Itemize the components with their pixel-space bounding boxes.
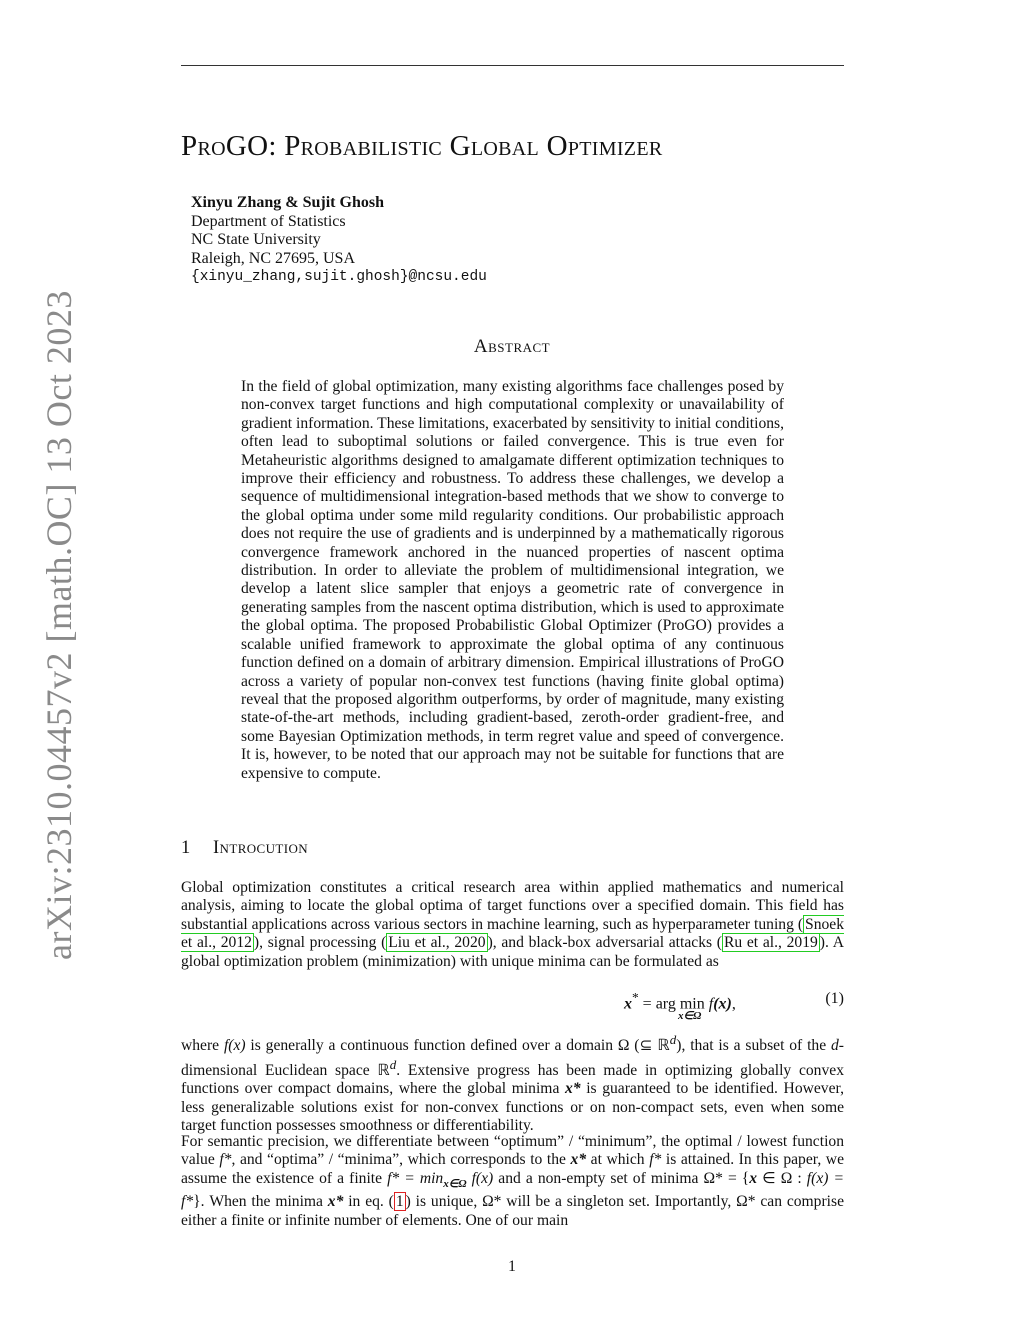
citation-ru-2019[interactable]: Ru et al., 2019 <box>723 934 818 952</box>
abstract-heading: Abstract <box>473 336 551 357</box>
author-names: Xinyu Zhang & Sujit Ghosh <box>191 194 384 211</box>
author-university: NC State University <box>191 231 321 249</box>
author-email: {xinyu_zhang,sujit.ghosh}@ncsu.edu <box>191 269 487 286</box>
author-block <box>191 194 487 287</box>
intro-paragraph-3: For semantic precision, we differentiate between “optimum” / “minimum”, the optimal / lowest function value f*, and “optima” / “minima”, which corresponds to the x* at which f* is attained. In this paper, we assume the existence of a finite $f* = \min_{x\in\Omega} f(x)$ and a non-empty set of minima Ω* = {x ∈ Ω : f(x) = f*}. When the minima x* in eq. ( 1 ) is unique, Ω* will be a singleton set. Importantly, Ω* can comprise either a finite or infinite number of elements. One of our main <box>181 1133 845 1229</box>
citation-snoek-2012[interactable]: Snoek et al., 2012 <box>181 915 844 952</box>
equation-number: (1) <box>825 990 844 1007</box>
paper-title: ProGO: Probabilistic Global Optimizer <box>181 130 663 162</box>
section-heading <box>181 838 308 859</box>
equation-subscript: x∈Ω <box>678 1010 702 1022</box>
section-number: 1 <box>181 838 191 858</box>
abstract-text: In the field of global optimization, many existing algorithms face challenges posed by non-convex target functions and high computational complexity or unavailability of gradient information. These limitations, exacerbated by sensitivity to initial conditions, often lead to suboptimal solutions or failed convergence. This is true even for Metaheuristic algorithms designed to amalgamate different optimization techniques to improve their efficiency and robustness. To address these challenges, we develop a sequence of multidimensional integration-based methods that we show to converge to the global optima under some mild regularity conditions. Our probabilistic approach does not require the use of gradients and is underpinned by a mathematically rigorous convergence framework anchored in the nuanced properties of nascent optima distribution. In order to alleviate the problem of multidimensional integration, we develop a latent slice sampler that enjoys a geometric rate of convergence in generating samples from the nascent optima distribution, which is used to approximate the global optima. The proposed Probabilistic Global Optimizer (ProGO) provides a scalable unified framework to approximate the global optima of any continuous function defined on a domain of arbitrary dimension. Empirical illustrations of ProGO across a variety of popular non-convex test functions (having finite global optima) reveal that the proposed algorithm outperforms, by order of magnitude, many existing state-of-the-art methods, including gradient-based, zeroth-order gradient-free, and some Bayesian Optimization methods, in term regret value and speed of convergence. It is, however, to be noted that our approach may not be suitable for functions that are expensive to compute. <box>241 378 784 782</box>
equation-1 <box>181 990 844 1024</box>
arxiv-sidebar-id: arXiv:2310.04457v2 [math.OC] 13 Oct 2023 <box>39 290 79 960</box>
intro-paragraph-1: Global optimization constitutes a critical research area within applied mathematics and numerical analysis, aiming to locate the global optima of target functions over a specified domain. This field has substantial applications across various sectors in machine learning, such as hyperparameter tuning ( Snoek et al., 2012 ), signal processing ( Liu et al., 2020 ), and black-box adversarial attacks ( Ru et al., 2019 ). A global optimization problem (minimization) with unique minima can be formulated as <box>181 879 844 970</box>
citation-liu-2020[interactable]: Liu et al., 2020 <box>388 934 486 952</box>
equation-body: x* = arg min f(x), <box>624 990 736 1013</box>
section-title: Introcution <box>213 838 309 858</box>
author-address: Raleigh, NC 27695, USA <box>191 249 355 267</box>
top-rule <box>181 65 844 66</box>
page-number: 1 <box>508 1258 516 1275</box>
equation-reference-link[interactable]: 1 <box>395 1193 404 1211</box>
author-department: Department of Statistics <box>191 212 346 230</box>
intro-paragraph-2: where f(x) is generally a continuous function defined over a domain Ω (⊆ ℝ$^d$), that is a subset of the d-dimensional Euclidean space ℝ$^d$. Extensive progress has been made in optimizing globally convex functions over compact domains, where the global minima x* is guaranteed to be identified. However, less generalizable solutions exist for non-convex functions or on non-compact sets, even when some target function possesses smoothness or differentiability. <box>181 1032 844 1134</box>
